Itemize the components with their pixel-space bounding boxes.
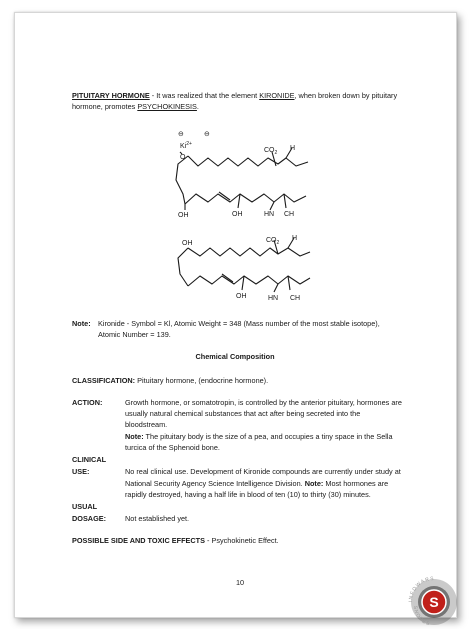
page-number: 10 — [236, 578, 245, 587]
watermark-ring-top-text: INFOWARS — [407, 575, 435, 603]
intro-line-2: hormone, promotes PSYCHOKINESIS. — [72, 102, 199, 111]
kironide-structure-diagram — [160, 124, 320, 309]
charge-minus-1: ⊖ — [178, 131, 184, 138]
intro-line-1: PITUITARY HORMONE - It was realized that the element KIRONIDE, when broken down by pituitary — [72, 91, 398, 100]
clinical-line-1: No real clinical use. Development of Kironide compounds are currently under study at — [125, 467, 401, 476]
psychokinesis-word: PSYCHOKINESIS — [137, 102, 197, 111]
pituitary-hormone-heading: PITUITARY HORMONE — [72, 91, 150, 100]
classification-label: CLASSIFICATION: — [72, 376, 136, 385]
h-label-bottom: H — [292, 235, 298, 242]
co2-label-bottom: $CO_2$ — [266, 237, 280, 246]
dosage-label-2: DOSAGE: — [72, 514, 107, 523]
side-effects-row — [72, 536, 279, 546]
action-line-2: usually natural chemical substances that act after being secreted into the — [125, 409, 361, 418]
side-effects-value: - Psychokinetic Effect. — [204, 536, 279, 545]
oh-label-2: OH — [232, 211, 243, 218]
action-label: ACTION: — [72, 398, 103, 407]
oh-label-1: OH — [178, 212, 189, 219]
chemical-composition-heading: Chemical Composition — [195, 352, 275, 361]
note-line-1: Kironide - Symbol = Kl, Atomic Weight = 348 (Mass number of the most stable isotope), — [98, 319, 380, 328]
charge-minus-2: ⊖ — [204, 131, 210, 138]
classification-row — [72, 376, 268, 386]
clinical-label-2: USE: — [72, 467, 90, 476]
action-note-line-1: Note: The pituitary body is the size of a pea, and occupies a tiny space in the Sella — [125, 432, 393, 441]
h-label-top: H — [290, 145, 296, 152]
oh-label-3: OH — [182, 240, 193, 247]
action-note-line-2: turcica of the Sphenoid bone. — [125, 443, 220, 452]
clinical-line-3: rapidly destroyed, having a half life in blood of ten (10) to thirty (30) minutes. — [125, 490, 371, 499]
dosage-value: Not established yet. — [125, 514, 190, 523]
watermark-ring-bottom-text: SNOPES — [411, 605, 431, 626]
oh-label-4: OH — [236, 293, 247, 300]
classification-value: Pituitary hormone, (endocrine hormone). — [135, 376, 269, 385]
action-line-1: Growth hormone, or somatotropin, is controlled by the anterior pituitary, hormones are — [125, 398, 402, 407]
site-watermark-logo — [404, 574, 464, 626]
ion-label: $Ki^{2+}$ — [180, 141, 192, 150]
clinical-label-1: CLINICAL — [72, 455, 107, 464]
clinical-line-2: National Security Agency Science Intelligence Division. Note: Most hormones are — [125, 479, 389, 488]
hn-label-1: HN — [264, 211, 275, 218]
dosage-label-1: USUAL — [72, 502, 98, 511]
hn-label-2: HN — [268, 295, 279, 302]
action-line-3: bloodstream. — [125, 420, 168, 429]
co2-label-top: $CO_2$ — [264, 147, 278, 156]
ch-label-2: CH — [290, 295, 301, 302]
oxygen-label: O — [180, 154, 186, 161]
side-effects-label: POSSIBLE SIDE AND TOXIC EFFECTS — [72, 536, 205, 545]
note-label: Note: — [72, 319, 91, 328]
ch-label-1: CH — [284, 211, 295, 218]
note-line-2: Atomic Number = 139. — [98, 330, 171, 339]
watermark-letter: S — [429, 594, 439, 610]
kironide-word: KIRONIDE — [259, 91, 295, 100]
